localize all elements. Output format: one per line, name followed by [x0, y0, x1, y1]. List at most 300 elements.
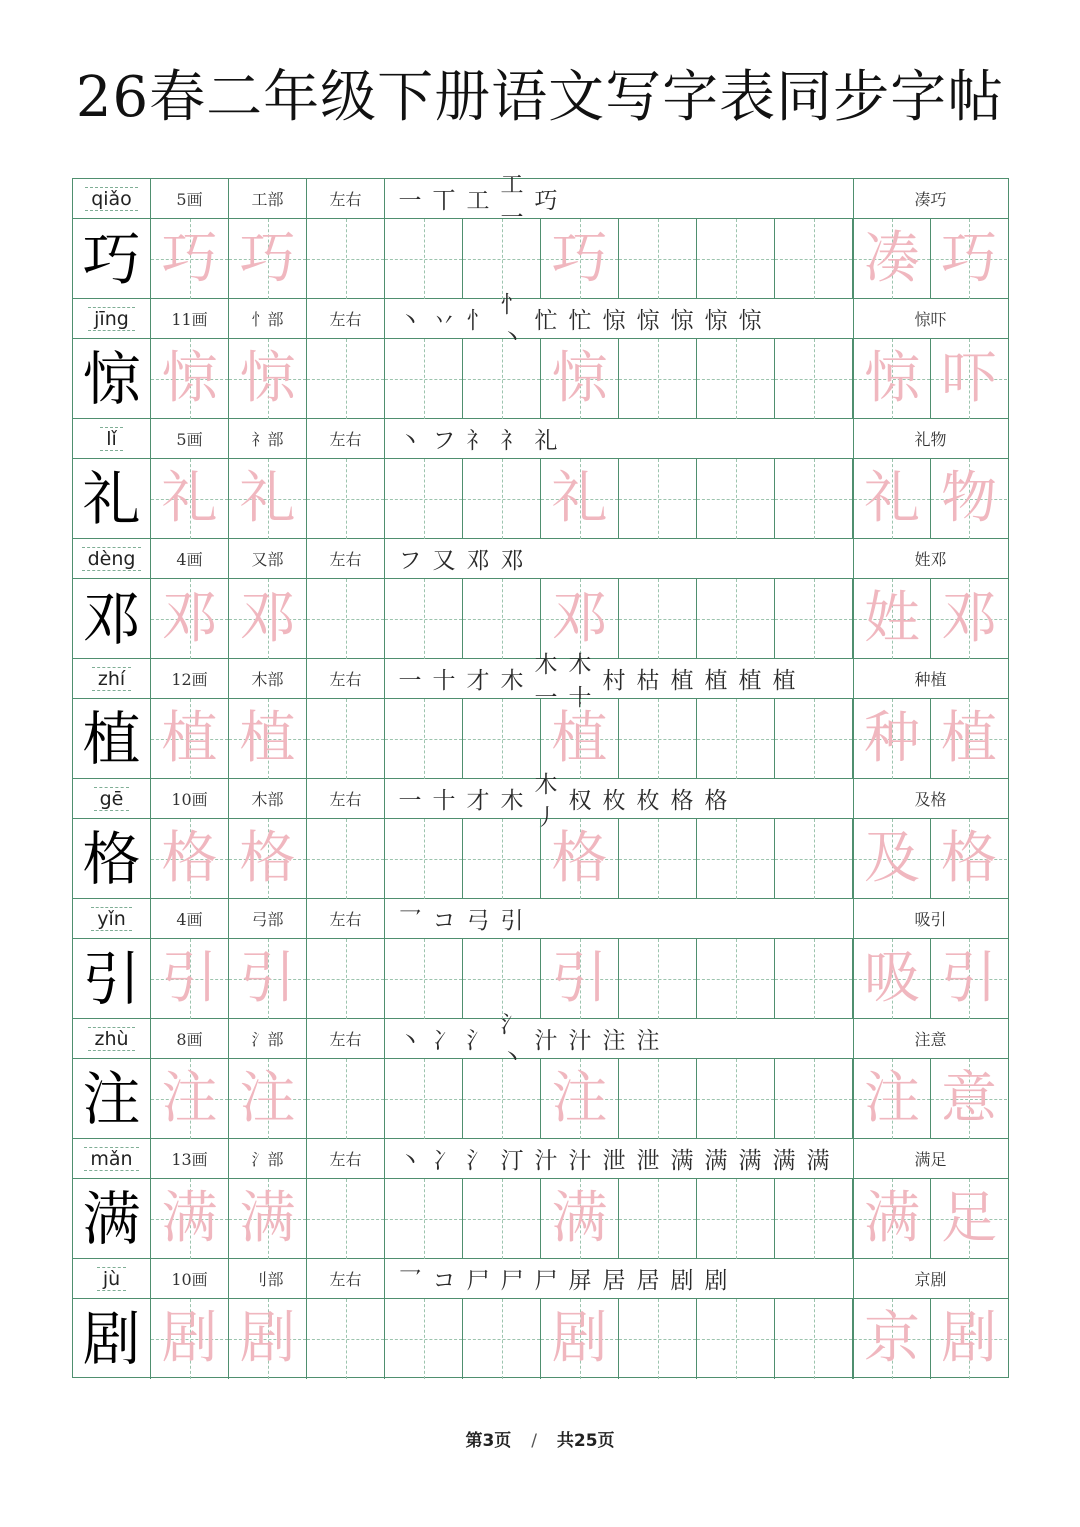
stroke-step: 尸 [466, 1268, 490, 1294]
practice-square[interactable] [541, 939, 619, 1019]
practice-square[interactable] [229, 819, 307, 899]
stroke-step: 汁 [534, 1148, 558, 1174]
stroke-step: 氵 [466, 1028, 490, 1054]
tracing-character: 惊 [239, 346, 296, 411]
tracing-character: 满 [551, 1186, 608, 1251]
practice-square[interactable] [385, 1179, 463, 1259]
stroke-step: 木 [500, 788, 524, 814]
practice-square[interactable] [931, 339, 1007, 419]
tracing-character: 满 [239, 1186, 296, 1251]
tracing-character: 足 [941, 1186, 997, 1251]
example-word: 礼物 [914, 430, 947, 449]
practice-square[interactable] [463, 1299, 541, 1379]
character-entry [73, 539, 1008, 659]
word-cell [854, 1259, 1007, 1298]
practice-square[interactable] [853, 579, 931, 659]
stroke-step: 工一 [500, 171, 524, 231]
stroke-order [385, 291, 854, 351]
stroke-count-cell [151, 299, 229, 338]
practice-square[interactable] [151, 1059, 229, 1139]
stroke-count-cell [151, 419, 229, 458]
stroke-step: 泄 [636, 1148, 660, 1174]
pinyin-cell [73, 1019, 151, 1058]
main-character-cell [73, 459, 151, 538]
stroke-step: 尸 [500, 1268, 524, 1294]
practice-square[interactable] [775, 819, 853, 899]
tracing-character: 邓 [161, 586, 218, 651]
pinyin: jù [97, 1267, 126, 1291]
tracing-character: 惊 [551, 346, 608, 411]
practice-square[interactable] [931, 1299, 1007, 1379]
practice-square[interactable] [619, 939, 697, 1019]
practice-square[interactable] [463, 459, 541, 539]
practice-square[interactable] [151, 699, 229, 779]
structure: 左右 [329, 1030, 362, 1049]
stroke-step: 植 [704, 668, 728, 694]
structure-cell [307, 419, 385, 458]
info-row [73, 771, 1008, 831]
practice-square[interactable] [229, 1059, 307, 1139]
practice-square[interactable] [619, 579, 697, 659]
practice-row [73, 339, 1008, 419]
stroke-order [385, 419, 854, 458]
tracing-character: 物 [941, 466, 997, 531]
structure-cell [307, 899, 385, 938]
stroke-step: 满 [704, 1148, 728, 1174]
practice-square[interactable] [541, 1179, 619, 1259]
practice-square[interactable] [385, 1059, 463, 1139]
practice-square[interactable] [307, 819, 385, 899]
tracing-character: 引 [239, 946, 296, 1011]
character-entry [73, 899, 1008, 1019]
practice-square[interactable] [931, 219, 1007, 299]
tracing-character: 及 [864, 826, 920, 891]
stroke-step: 忄 [466, 308, 490, 334]
practice-square[interactable] [775, 1299, 853, 1379]
practice-square[interactable] [151, 819, 229, 899]
practice-square[interactable] [697, 939, 775, 1019]
tracing-character: 剧 [239, 1306, 296, 1371]
practice-row [73, 1299, 1008, 1379]
stroke-step: 弓 [466, 908, 490, 934]
stroke-count-cell [151, 1259, 229, 1298]
tracing-character: 引 [551, 946, 608, 1011]
radical: 弓部 [251, 910, 284, 929]
structure: 左右 [329, 430, 362, 449]
practice-square[interactable] [151, 459, 229, 539]
practice-square[interactable] [853, 699, 931, 779]
tracing-character: 植 [161, 706, 218, 771]
pinyin: lǐ [100, 427, 123, 451]
tracing-character: 格 [551, 826, 608, 891]
pinyin: jīng [88, 307, 135, 331]
stroke-step: 礻 [466, 428, 490, 454]
practice-square[interactable] [229, 219, 307, 299]
stroke-step: 礼 [534, 428, 558, 454]
tracing-character: 邓 [941, 586, 997, 651]
practice-row [73, 939, 1008, 1019]
practice-square[interactable] [541, 1059, 619, 1139]
practice-square[interactable] [619, 339, 697, 419]
practice-square[interactable] [385, 819, 463, 899]
practice-square[interactable] [697, 459, 775, 539]
tracing-character: 礼 [551, 466, 608, 531]
tracing-character: 植 [941, 706, 997, 771]
practice-square[interactable] [697, 219, 775, 299]
practice-square[interactable] [385, 1299, 463, 1379]
main-character-cell [73, 1179, 151, 1258]
example-word: 注意 [914, 1030, 947, 1049]
stroke-step: 木十 [568, 651, 592, 711]
practice-square[interactable] [619, 459, 697, 539]
main-character-cell [73, 699, 151, 778]
stroke-step: 泄 [602, 1148, 626, 1174]
practice-square[interactable] [151, 219, 229, 299]
stroke-step: 丶 [398, 308, 422, 334]
practice-square[interactable] [853, 1299, 931, 1379]
practice-square[interactable] [307, 579, 385, 659]
stroke-step: 剧 [704, 1268, 728, 1294]
word-cell [854, 899, 1007, 938]
word-cell [854, 179, 1007, 218]
tracing-character: 姓 [864, 586, 920, 651]
practice-square[interactable] [541, 1299, 619, 1379]
example-word: 惊吓 [914, 310, 947, 329]
practice-square[interactable] [307, 1059, 385, 1139]
stroke-step: 汁 [534, 1028, 558, 1054]
structure: 左右 [329, 310, 362, 329]
practice-square[interactable] [307, 219, 385, 299]
radical-cell [229, 779, 307, 818]
stroke-step: フ [432, 428, 456, 454]
character-entry [73, 771, 1008, 899]
practice-square[interactable] [853, 819, 931, 899]
tracing-character: 吸 [864, 946, 920, 1011]
main-character-cell [73, 339, 151, 418]
stroke-step: 枚 [636, 788, 660, 814]
stroke-step: 礻 [500, 428, 524, 454]
radical-cell [229, 299, 307, 338]
stroke-step: 忄丶 [500, 291, 524, 351]
stroke-step: 注 [602, 1028, 626, 1054]
info-row [73, 1259, 1008, 1299]
practice-square[interactable] [619, 1059, 697, 1139]
practice-square[interactable] [463, 339, 541, 419]
stroke-step: 一 [398, 188, 422, 214]
main-character-cell [73, 1299, 151, 1379]
stroke-step: 屏 [568, 1268, 592, 1294]
info-row [73, 651, 1008, 711]
stroke-count: 8画 [176, 1030, 203, 1049]
stroke-order [385, 1011, 854, 1071]
practice-square[interactable] [229, 939, 307, 1019]
practice-square[interactable] [541, 579, 619, 659]
stroke-count-cell [151, 1019, 229, 1058]
stroke-step: 木 [500, 668, 524, 694]
tracing-character: 礼 [239, 466, 296, 531]
practice-row [73, 219, 1008, 299]
practice-square[interactable] [697, 339, 775, 419]
practice-square[interactable] [775, 699, 853, 779]
practice-square[interactable] [931, 1059, 1007, 1139]
page-separator: / [531, 1431, 537, 1451]
stroke-step: 格 [704, 788, 728, 814]
stroke-order [385, 899, 854, 938]
pinyin-cell [73, 299, 151, 338]
practice-square[interactable] [931, 939, 1007, 1019]
radical: 氵部 [251, 1150, 284, 1169]
pinyin: zhí [92, 667, 131, 691]
practice-square[interactable] [853, 459, 931, 539]
practice-square[interactable] [697, 1179, 775, 1259]
practice-square[interactable] [385, 699, 463, 779]
stroke-step: 丶 [398, 1028, 422, 1054]
stroke-order [385, 539, 854, 578]
stroke-step: 一 [398, 788, 422, 814]
stroke-count: 10画 [171, 790, 208, 809]
practice-row [73, 1179, 1008, 1259]
tracing-character: 邓 [239, 586, 296, 651]
stroke-step: 一 [398, 668, 422, 694]
stroke-step: 邓 [500, 548, 524, 574]
radical: 工部 [251, 190, 284, 209]
practice-square[interactable] [697, 819, 775, 899]
practice-square[interactable] [541, 339, 619, 419]
tracing-character: 格 [941, 826, 997, 891]
tracing-character: 引 [161, 946, 218, 1011]
character-entry [73, 1011, 1008, 1139]
practice-square[interactable] [463, 1179, 541, 1259]
stroke-count: 4画 [176, 550, 203, 569]
main-character: 惊 [82, 344, 141, 413]
stroke-step: 忙 [534, 308, 558, 334]
stroke-step: 木丿 [534, 771, 558, 831]
practice-square[interactable] [385, 339, 463, 419]
stroke-step: フ [398, 548, 422, 574]
practice-square[interactable] [463, 819, 541, 899]
word-cell [854, 539, 1007, 578]
practice-square[interactable] [307, 459, 385, 539]
practice-square[interactable] [775, 939, 853, 1019]
tracing-character: 巧 [941, 226, 997, 291]
stroke-step: 才 [466, 788, 490, 814]
structure-cell [307, 299, 385, 338]
stroke-count: 10画 [171, 1270, 208, 1289]
practice-square[interactable] [229, 1179, 307, 1259]
tracing-character: 凑 [864, 226, 920, 291]
tracing-character: 巧 [161, 226, 218, 291]
tracing-character: 礼 [161, 466, 218, 531]
character-entry [73, 651, 1008, 779]
main-character: 礼 [82, 464, 141, 533]
main-character-cell [73, 1059, 151, 1138]
main-character: 剧 [82, 1305, 141, 1373]
practice-square[interactable] [229, 459, 307, 539]
stroke-step: 氵丶 [500, 1011, 524, 1071]
practice-row [73, 699, 1008, 779]
practice-square[interactable] [385, 579, 463, 659]
practice-square[interactable] [385, 459, 463, 539]
stroke-step: 又 [432, 548, 456, 574]
practice-square[interactable] [697, 579, 775, 659]
tracing-character: 巧 [239, 226, 296, 291]
stroke-step: 巧 [534, 188, 558, 214]
practice-square[interactable] [385, 219, 463, 299]
stroke-step: 才 [466, 668, 490, 694]
practice-square[interactable] [151, 579, 229, 659]
practice-square[interactable] [541, 699, 619, 779]
tracing-character: 剧 [551, 1306, 608, 1371]
practice-square[interactable] [541, 219, 619, 299]
structure: 左右 [329, 1150, 362, 1169]
tracing-character: 注 [864, 1066, 920, 1131]
character-entry [73, 1139, 1008, 1259]
pinyin-cell [73, 659, 151, 698]
practice-square[interactable] [775, 339, 853, 419]
structure-cell [307, 1139, 385, 1178]
info-row [73, 1139, 1008, 1179]
radical: 木部 [251, 790, 284, 809]
stroke-count-cell [151, 659, 229, 698]
tracing-character: 植 [239, 706, 296, 771]
info-row [73, 419, 1008, 459]
practice-square[interactable] [229, 339, 307, 419]
practice-square[interactable] [775, 1179, 853, 1259]
stroke-step: 十 [432, 668, 456, 694]
example-word: 满足 [914, 1150, 947, 1169]
radical: 木部 [251, 670, 284, 689]
practice-square[interactable] [775, 219, 853, 299]
practice-square[interactable] [307, 939, 385, 1019]
practice-square[interactable] [619, 819, 697, 899]
tracing-character: 植 [551, 706, 608, 771]
practice-square[interactable] [619, 1299, 697, 1379]
stroke-step: 丅 [432, 188, 456, 214]
page-title: 26春二年级下册语文写字表同步字帖 [75, 65, 1005, 130]
stroke-order [385, 771, 854, 831]
practice-row [73, 579, 1008, 659]
structure: 左右 [329, 670, 362, 689]
stroke-count: 5画 [176, 430, 203, 449]
practice-square[interactable] [619, 1179, 697, 1259]
tracing-character: 剧 [941, 1306, 997, 1371]
practice-square[interactable] [697, 1299, 775, 1379]
practice-square[interactable] [229, 579, 307, 659]
practice-square[interactable] [853, 1179, 931, 1259]
practice-square[interactable] [931, 579, 1007, 659]
stroke-step: 满 [738, 1148, 762, 1174]
stroke-step: 剧 [670, 1268, 694, 1294]
practice-square[interactable] [307, 1299, 385, 1379]
practice-square[interactable] [541, 819, 619, 899]
practice-row [73, 1059, 1008, 1139]
practice-square[interactable] [931, 699, 1007, 779]
practice-square[interactable] [619, 219, 697, 299]
tracing-character: 意 [941, 1066, 997, 1131]
practice-square[interactable] [931, 1179, 1007, 1259]
page-footer [0, 1426, 1080, 1451]
stroke-step: 乛 [398, 1268, 422, 1294]
practice-row [73, 819, 1008, 899]
stroke-step: 居 [636, 1268, 660, 1294]
character-entry [73, 291, 1008, 419]
tracing-character: 剧 [161, 1306, 218, 1371]
word-cell [854, 659, 1007, 698]
main-character: 注 [82, 1064, 141, 1133]
tracing-character: 惊 [161, 346, 218, 411]
practice-square[interactable] [931, 819, 1007, 899]
practice-square[interactable] [151, 339, 229, 419]
stroke-step: 冫 [432, 1148, 456, 1174]
practice-square[interactable] [697, 1059, 775, 1139]
pinyin-cell [73, 179, 151, 218]
tracing-character: 礼 [864, 466, 920, 531]
practice-square[interactable] [229, 699, 307, 779]
stroke-count: 5画 [176, 190, 203, 209]
practice-square[interactable] [307, 339, 385, 419]
pinyin: gē [94, 787, 130, 811]
practice-square[interactable] [151, 1179, 229, 1259]
pinyin-cell [73, 779, 151, 818]
stroke-step: 丷 [432, 308, 456, 334]
practice-square[interactable] [463, 1059, 541, 1139]
pinyin-cell [73, 1139, 151, 1178]
current-page: 第3页 [465, 1431, 512, 1451]
practice-square[interactable] [931, 459, 1007, 539]
practice-square[interactable] [853, 939, 931, 1019]
practice-square[interactable] [853, 219, 931, 299]
total-pages: 共25页 [556, 1431, 615, 1451]
practice-square[interactable] [151, 939, 229, 1019]
info-row [73, 291, 1008, 351]
stroke-step: 冫 [432, 1028, 456, 1054]
stroke-count-cell [151, 179, 229, 218]
practice-square[interactable] [541, 459, 619, 539]
stroke-step: 枚 [602, 788, 626, 814]
tracing-character: 种 [864, 706, 920, 771]
main-character: 植 [82, 704, 141, 773]
practice-square[interactable] [775, 1059, 853, 1139]
main-character: 格 [82, 824, 141, 893]
word-cell [854, 1019, 1007, 1058]
practice-square[interactable] [775, 579, 853, 659]
practice-square[interactable] [697, 699, 775, 779]
practice-square[interactable] [151, 1299, 229, 1379]
practice-square[interactable] [385, 939, 463, 1019]
stroke-order [385, 1139, 854, 1178]
practice-square[interactable] [307, 1179, 385, 1259]
tracing-character: 注 [239, 1066, 296, 1131]
practice-square[interactable] [775, 459, 853, 539]
radical-cell [229, 419, 307, 458]
practice-square[interactable] [307, 699, 385, 779]
stroke-step: 氵 [466, 1148, 490, 1174]
example-word: 种植 [914, 670, 947, 689]
practice-square[interactable] [619, 699, 697, 779]
practice-square[interactable] [853, 1059, 931, 1139]
radical-cell [229, 1139, 307, 1178]
info-row [73, 539, 1008, 579]
tracing-character: 巧 [551, 226, 608, 291]
radical-cell [229, 1259, 307, 1298]
stroke-step: 惊 [704, 308, 728, 334]
structure-cell [307, 179, 385, 218]
stroke-step: 格 [670, 788, 694, 814]
stroke-step: 植 [738, 668, 762, 694]
character-entry [73, 419, 1008, 539]
practice-square[interactable] [853, 339, 931, 419]
practice-square[interactable] [229, 1299, 307, 1379]
